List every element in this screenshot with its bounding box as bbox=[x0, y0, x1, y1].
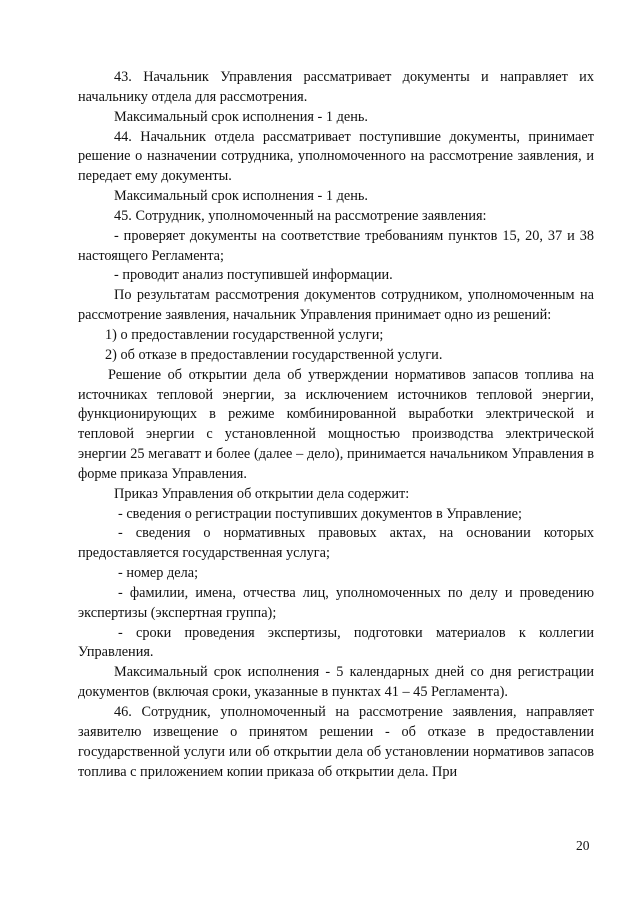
order-item-case-number: - номер дела; bbox=[118, 565, 199, 582]
deadline-44: Максимальный срок исполнения - 1 день. bbox=[114, 188, 368, 205]
clause-45-analysis: - проводит анализ поступившей информации. bbox=[114, 267, 393, 284]
order-contents-intro: Приказ Управления об открытии дела содержит: bbox=[114, 485, 410, 502]
page-number: 20 bbox=[576, 838, 590, 853]
clause-44: 44. Начальник отдела рассматривает поступившие документы, принимает решение о назначении сотрудника, уполномоченного на рассмотрение заявления, и передает ему документы. bbox=[78, 128, 594, 185]
decision-intro: По результатам рассмотрения документов сотрудником, уполномоченным на рассмотрение заявления, начальник Управления принимает одно из решений: bbox=[78, 287, 594, 324]
order-item-experts: - фамилии, имена, отчества лиц, уполномоченных по делу и проведению экспертизы (экспертная группа); bbox=[78, 584, 594, 621]
clause-46: 46. Сотрудник, уполномоченный на рассмотрение заявления, направляет заявителю извещение о принятом решении - об отказе в предоставлении государственной услуги или об открытии дела об установлении нормативов запасов топлива с приложением копии приказа об открытии дела. При bbox=[78, 704, 594, 780]
order-item-legal-acts: - сведения о нормативных правовых актах, на основании которых предоставляется государственная услуга; bbox=[78, 525, 594, 562]
regulation-text bbox=[78, 68, 594, 782]
case-opening-decision: Решение об открытии дела об утверждении нормативов запасов топлива на источниках тепловой энергии, за исключением источников тепловой энергии, функционирующих в режиме комбинированной выработки электрической и тепловой энергии с установленной мощностью производства электрической энергии 25 мегаватт и более (далее – дело), принимается начальником Управления в форме приказа Управления. bbox=[78, 366, 594, 482]
max-deadline-5-days: Максимальный срок исполнения - 5 календарных дней со дня регистрации документов (включая сроки, указанные в пунктах 41 – 45 Регламента). bbox=[78, 664, 594, 701]
clause-43: 43. Начальник Управления рассматривает документы и направляет их начальнику отдела для рассмотрения. bbox=[78, 69, 594, 105]
clause-45: 45. Сотрудник, уполномоченный на рассмотрение заявления: bbox=[114, 207, 487, 224]
deadline-43: Максимальный срок исполнения - 1 день. bbox=[114, 108, 368, 125]
decision-option-2: 2) об отказе в предоставлении государственной услуги. bbox=[105, 346, 443, 363]
clause-45-check: - проверяет документы на соответствие требованиям пунктов 15, 20, 37 и 38 настоящего Регламента; bbox=[78, 227, 594, 264]
order-item-registration: - сведения о регистрации поступивших документов в Управление; bbox=[118, 505, 522, 522]
order-item-deadlines: - сроки проведения экспертизы, подготовки материалов к коллегии Управления. bbox=[78, 624, 594, 661]
decision-option-1: 1) о предоставлении государственной услуги; bbox=[105, 326, 384, 343]
